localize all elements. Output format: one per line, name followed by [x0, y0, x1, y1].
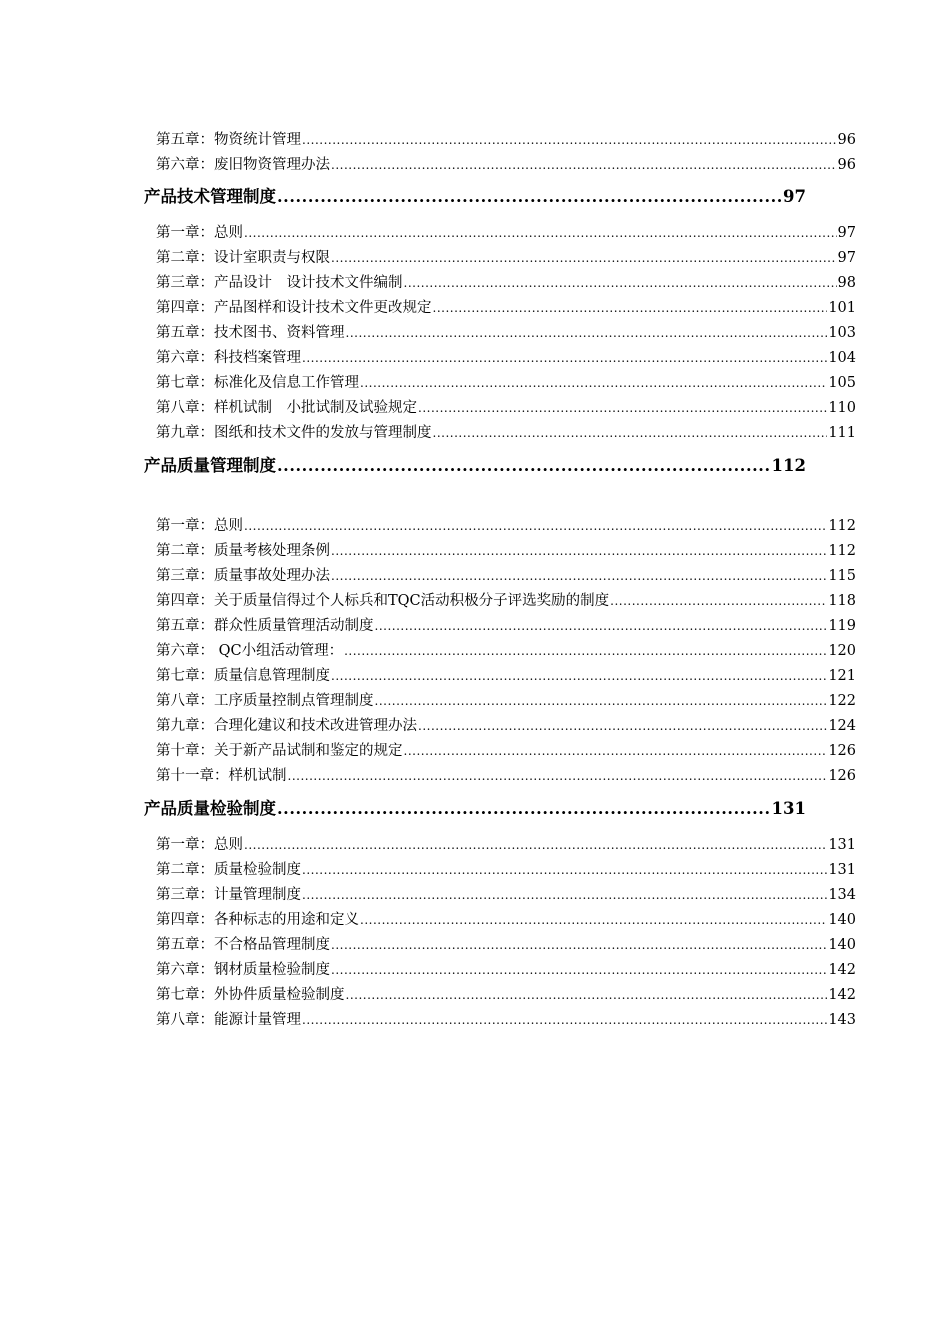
toc-entry[interactable]	[156, 931, 856, 955]
toc-entry[interactable]	[156, 269, 856, 293]
dot-leader	[360, 910, 827, 930]
toc-entry-page: 96	[837, 132, 856, 148]
dot-leader	[302, 130, 837, 150]
toc-entry-page: 122	[828, 693, 856, 709]
section-title: 产品质量检验制度	[144, 799, 276, 818]
toc-entry[interactable]	[156, 1006, 856, 1030]
toc-entry-page: 112	[828, 543, 856, 559]
dot-leader	[277, 798, 771, 820]
section-page: 112	[771, 456, 806, 475]
dot-leader	[344, 641, 827, 661]
section-page: 131	[771, 799, 806, 818]
toc-entry-page: 111	[828, 425, 856, 441]
toc-entry-label: 第七章：外协件质量检验制度	[156, 987, 345, 1003]
toc-entry-page: 103	[828, 325, 856, 341]
dot-leader	[244, 835, 827, 855]
toc-entry-label: 第九章：图纸和技术文件的发放与管理制度	[156, 425, 432, 441]
toc-entry-page: 142	[828, 987, 856, 1003]
toc-entry-label: 第四章：关于质量信得过个人标兵和TQC活动积极分子评选奖励的制度	[156, 593, 610, 609]
toc-entry-label: 第一章：总则	[156, 518, 243, 534]
toc-entry-label: 第六章：科技档案管理	[156, 350, 301, 366]
toc-entry[interactable]	[156, 737, 856, 761]
dot-leader	[302, 1010, 827, 1030]
dot-leader	[433, 298, 828, 318]
toc-entry-label: 第四章：各种标志的用途和定义	[156, 912, 359, 928]
toc-entry-label: 第二章：质量考核处理条例	[156, 543, 330, 559]
toc-entry[interactable]	[156, 151, 856, 175]
toc-entry[interactable]	[156, 587, 856, 611]
toc-entry[interactable]	[156, 881, 856, 905]
dot-leader	[346, 323, 828, 343]
toc-entry[interactable]	[156, 419, 856, 443]
toc-entry[interactable]	[156, 562, 856, 586]
section-title: 产品技术管理制度	[144, 187, 276, 206]
toc-entry[interactable]	[156, 637, 856, 661]
dot-leader	[331, 248, 837, 268]
toc-entry-label: 第八章：工序质量控制点管理制度	[156, 693, 374, 709]
section-page: 97	[783, 187, 806, 206]
dot-leader	[331, 566, 827, 586]
dot-leader	[331, 960, 827, 980]
toc-entry-label: 第五章：不合格品管理制度	[156, 937, 330, 953]
toc-entry[interactable]	[156, 369, 856, 393]
dot-leader	[360, 373, 827, 393]
toc-entry-label: 第三章：产品设计 设计技术文件编制	[156, 275, 403, 291]
toc-entry[interactable]	[156, 294, 856, 318]
toc-entry-label: 第五章：物资统计管理	[156, 132, 301, 148]
dot-leader	[302, 348, 827, 368]
toc-entry-label: 第十章：关于新产品试制和鉴定的规定	[156, 743, 403, 759]
toc-entry-page: 140	[828, 912, 856, 928]
toc-entry[interactable]	[156, 662, 856, 686]
dot-leader	[375, 616, 828, 636]
toc-entry-page: 105	[828, 375, 856, 391]
dot-leader	[277, 186, 782, 208]
toc-entry[interactable]	[156, 219, 856, 243]
toc-entry-label: 第三章：质量事故处理办法	[156, 568, 330, 584]
toc-entry-label: 第二章：质量检验制度	[156, 862, 301, 878]
toc-entry-page: 121	[828, 668, 856, 684]
toc-entry-page: 115	[828, 568, 856, 584]
toc-entry[interactable]	[156, 981, 856, 1005]
toc-entry-label: 第五章：技术图书、资料管理	[156, 325, 345, 341]
toc-entry-page: 131	[828, 837, 856, 853]
toc-entry[interactable]	[156, 956, 856, 980]
dot-leader	[244, 223, 837, 243]
toc-entry-page: 143	[828, 1012, 856, 1028]
toc-entry[interactable]	[156, 856, 856, 880]
dot-leader	[418, 398, 827, 418]
toc-entry-page: 120	[828, 643, 856, 659]
dot-leader	[433, 423, 828, 443]
dot-leader	[418, 716, 827, 736]
toc-entry-page: 119	[828, 618, 856, 634]
toc-entry[interactable]	[156, 687, 856, 711]
dot-leader	[404, 273, 837, 293]
toc-entry-label: 第六章：废旧物资管理办法	[156, 157, 330, 173]
toc-entry-label: 第十一章：样机试制	[156, 768, 287, 784]
toc-entry[interactable]	[156, 831, 856, 855]
toc-entry[interactable]	[156, 126, 856, 150]
toc-entry-label: 第三章：计量管理制度	[156, 887, 301, 903]
toc-entry-page: 97	[837, 250, 856, 266]
dot-leader	[331, 541, 827, 561]
toc-entry-page: 126	[828, 743, 856, 759]
dot-leader	[610, 591, 827, 611]
toc-entry-page: 118	[828, 593, 856, 609]
toc-section-heading[interactable]	[144, 451, 806, 477]
dot-leader	[277, 455, 771, 477]
toc-entry-page: 98	[837, 275, 856, 291]
dot-leader	[404, 741, 828, 761]
toc-entry-page: 104	[828, 350, 856, 366]
dot-leader	[331, 935, 827, 955]
dot-leader	[302, 885, 827, 905]
toc-entry[interactable]	[156, 244, 856, 268]
toc-entry[interactable]	[156, 344, 856, 368]
toc-entry-label: 第七章：标准化及信息工作管理	[156, 375, 359, 391]
dot-leader	[346, 985, 828, 1005]
dot-leader	[331, 155, 837, 175]
dot-leader	[288, 766, 828, 786]
dot-leader	[375, 691, 828, 711]
toc-entry-page: 101	[828, 300, 856, 316]
toc-section-heading[interactable]	[144, 794, 806, 820]
toc-entry-page: 142	[828, 962, 856, 978]
toc-entry-page: 110	[828, 400, 856, 416]
toc-entry-label: 第五章：群众性质量管理活动制度	[156, 618, 374, 634]
toc-entry[interactable]	[156, 712, 856, 736]
toc-entry-label: 第六章： QC小组活动管理：	[156, 643, 344, 659]
toc-entry-label: 第九章：合理化建议和技术改进管理办法	[156, 718, 417, 734]
section-title: 产品质量管理制度	[144, 456, 276, 475]
toc-entry[interactable]	[156, 762, 856, 786]
toc-entry-page: 140	[828, 937, 856, 953]
toc-entry-page: 134	[828, 887, 856, 903]
toc-entry-label: 第八章：样机试制 小批试制及试验规定	[156, 400, 417, 416]
toc-entry-label: 第六章：钢材质量检验制度	[156, 962, 330, 978]
toc-entry[interactable]	[156, 612, 856, 636]
toc-entry-label: 第一章：总则	[156, 225, 243, 241]
toc-entry[interactable]	[156, 512, 856, 536]
toc-entry-page: 96	[837, 157, 856, 173]
dot-leader	[331, 666, 827, 686]
toc-entry-label: 第八章：能源计量管理	[156, 1012, 301, 1028]
toc-entry[interactable]	[156, 537, 856, 561]
toc-entry-label: 第二章：设计室职责与权限	[156, 250, 330, 266]
toc-entry[interactable]	[156, 906, 856, 930]
toc-entry[interactable]	[156, 394, 856, 418]
toc-entry-label: 第四章：产品图样和设计技术文件更改规定	[156, 300, 432, 316]
dot-leader	[302, 860, 827, 880]
toc-entry-label: 第七章：质量信息管理制度	[156, 668, 330, 684]
dot-leader	[244, 516, 827, 536]
toc-entry[interactable]	[156, 319, 856, 343]
toc-section-heading[interactable]	[144, 182, 806, 208]
toc-entry-page: 131	[828, 862, 856, 878]
toc-entry-page: 126	[828, 768, 856, 784]
toc-entry-page: 124	[828, 718, 856, 734]
toc-entry-page: 97	[837, 225, 856, 241]
toc-entry-label: 第一章：总则	[156, 837, 243, 853]
toc-entry-page: 112	[828, 518, 856, 534]
